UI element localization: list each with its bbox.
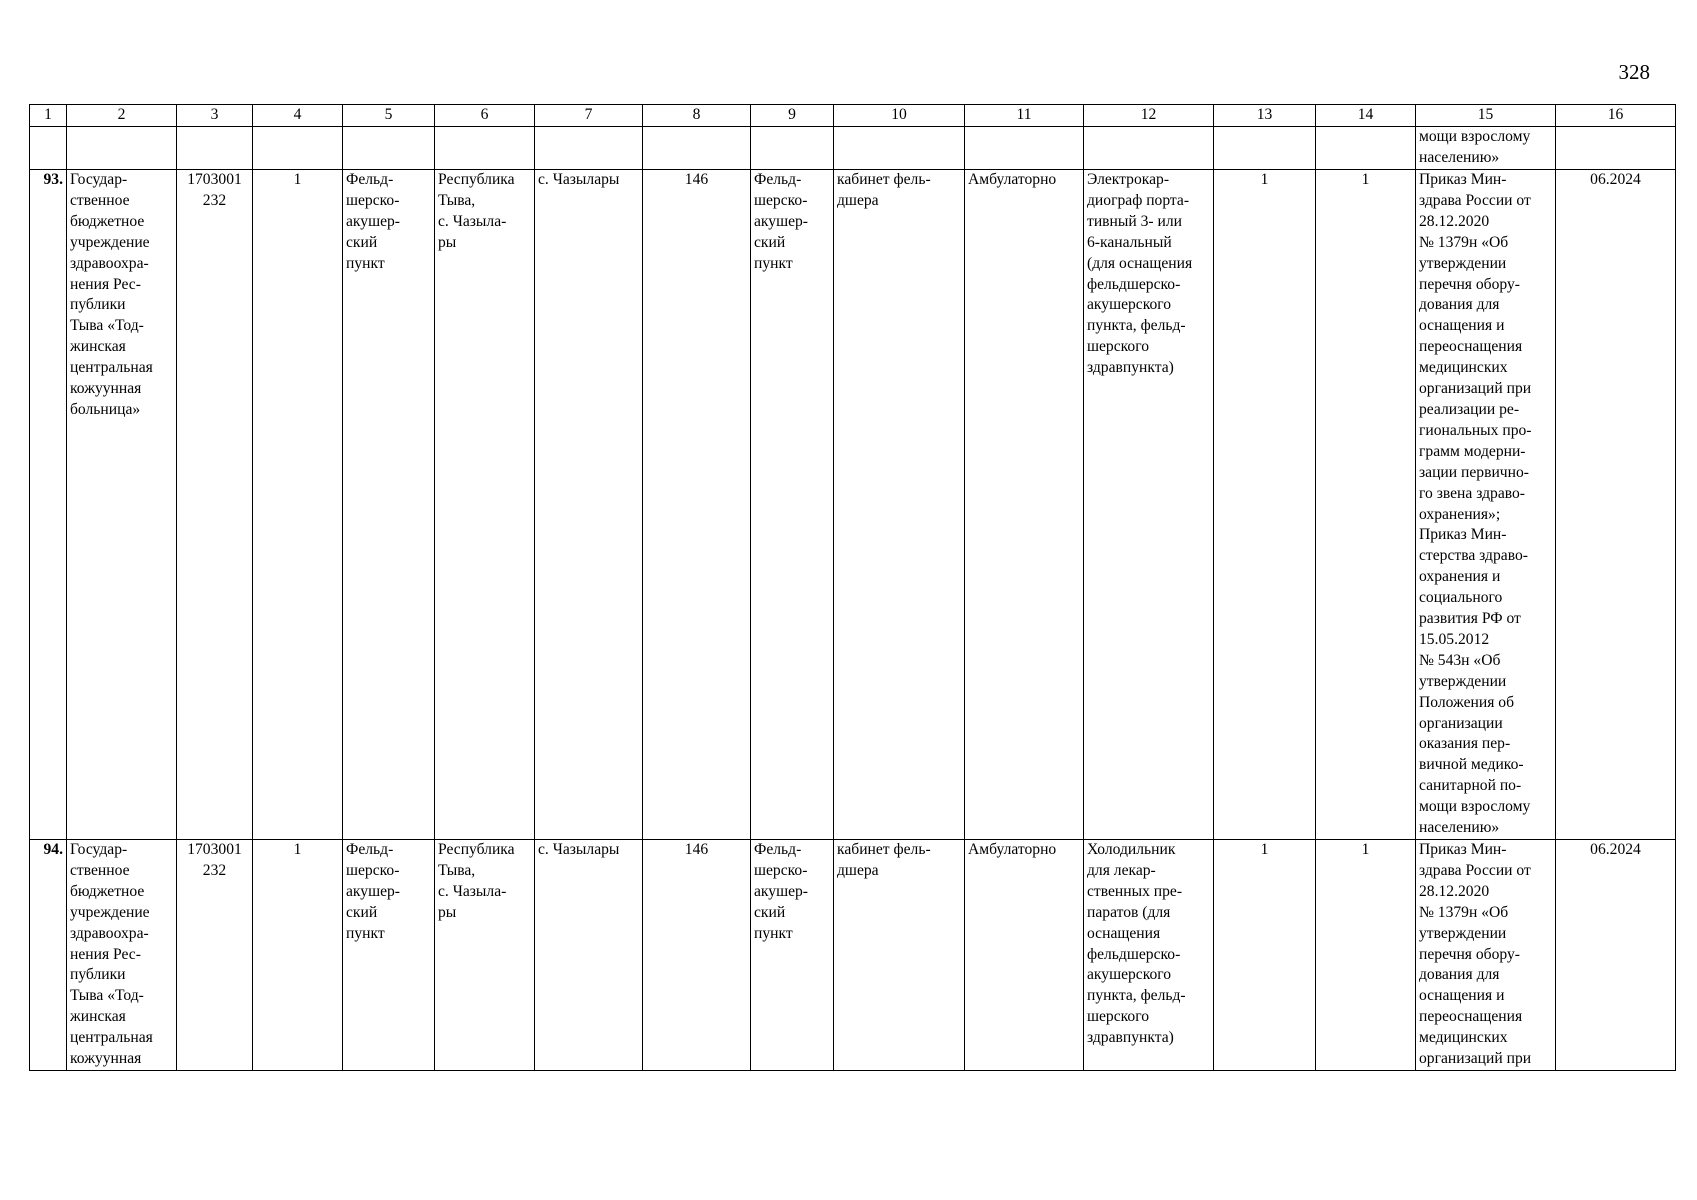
equipment-cell: Электрокар- диограф порта- тивный 3- или 6-канальный (для оснащения фельдшерско- акушерского пункта, фельд- шерского здравпункта) bbox=[1084, 170, 1214, 840]
column-header: 3 bbox=[177, 105, 253, 127]
facility-type-cell: Фельд- шерско- акушер- ский пункт bbox=[343, 170, 435, 840]
column-header: 4 bbox=[253, 105, 343, 127]
column-header: 6 bbox=[435, 105, 535, 127]
room-cell: кабинет фель- дшера bbox=[834, 170, 965, 840]
column-header: 14 bbox=[1316, 105, 1416, 127]
table-row bbox=[30, 170, 1676, 840]
column-header: 9 bbox=[751, 105, 834, 127]
equipment-table bbox=[29, 104, 1676, 1071]
column-header: 16 bbox=[1556, 105, 1676, 127]
facility-type-cell: Фельд- шерско- акушер- ский пункт bbox=[343, 840, 435, 1071]
table-cell bbox=[965, 127, 1084, 170]
care-mode-cell: Амбулаторно bbox=[965, 840, 1084, 1071]
quantity-cell: 1 bbox=[1214, 840, 1316, 1071]
address-cell: Республика Тыва, с. Чазыла- ры bbox=[435, 170, 535, 840]
table-cell bbox=[643, 127, 751, 170]
table-cell bbox=[67, 127, 177, 170]
basis-cell: Приказ Мин- здрава России от 28.12.2020 № 1379н «Об утверждении перечня обору- дования для оснащения и переоснащения медицинских организаций при bbox=[1416, 840, 1556, 1071]
basis-cell: Приказ Мин- здрава России от 28.12.2020 № 1379н «Об утверждении перечня обору- дования для оснащения и переоснащения медицинских организаций при реализации ре- гиональных про- грамм модерни- зации первично- го звена здраво- охранения»; Приказ Мин- стерства здраво- охранения и социального развития РФ от 15.05.2012 № 543н «Об утверждении Положения об организации оказания пер- вичной медико- санитарной по- мощи взрослому населению» bbox=[1416, 170, 1556, 840]
page-number: 328 bbox=[1618, 60, 1650, 84]
code-cell: 1703001 232 bbox=[177, 170, 253, 840]
organization-cell: Государ- ственное бюджетное учреждение здравоохра- нения Рес- публики Тыва «Тод- жинская центральная кожуунная bbox=[67, 840, 177, 1071]
table-cell bbox=[435, 127, 535, 170]
settlement-cell: с. Чазылары bbox=[535, 840, 643, 1071]
continuation-row bbox=[30, 127, 1676, 170]
table-cell bbox=[177, 127, 253, 170]
equipment-cell: Холодильник для лекар- ственных пре- паратов (для оснащения фельдшерско- акушерского пункта, фельд- шерского здравпункта) bbox=[1084, 840, 1214, 1071]
quantity-cell: 1 bbox=[1316, 840, 1416, 1071]
column-header: 7 bbox=[535, 105, 643, 127]
row-number: 94. bbox=[30, 840, 67, 1071]
quantity-cell: 1 bbox=[1316, 170, 1416, 840]
settlement-cell: с. Чазылары bbox=[535, 170, 643, 840]
address-cell: Республика Тыва, с. Чазыла- ры bbox=[435, 840, 535, 1071]
table-cell bbox=[1214, 127, 1316, 170]
table-cell bbox=[751, 127, 834, 170]
table-cell bbox=[834, 127, 965, 170]
code-cell: 1703001 232 bbox=[177, 840, 253, 1071]
table-cell bbox=[1084, 127, 1214, 170]
table-cell bbox=[30, 127, 67, 170]
table-cell bbox=[343, 127, 435, 170]
table-cell bbox=[1316, 127, 1416, 170]
column-header: 12 bbox=[1084, 105, 1214, 127]
quantity-cell: 1 bbox=[1214, 170, 1316, 840]
date-cell: 06.2024 bbox=[1556, 840, 1676, 1071]
table-cell bbox=[253, 127, 343, 170]
value-cell: 146 bbox=[643, 840, 751, 1071]
column-number-row bbox=[30, 105, 1676, 127]
table-cell bbox=[1556, 127, 1676, 170]
column-header: 11 bbox=[965, 105, 1084, 127]
count-cell: 1 bbox=[253, 840, 343, 1071]
column-header: 5 bbox=[343, 105, 435, 127]
value-cell: 146 bbox=[643, 170, 751, 840]
unit-cell: Фельд- шерско- акушер- ский пункт bbox=[751, 170, 834, 840]
column-header: 2 bbox=[67, 105, 177, 127]
column-header: 15 bbox=[1416, 105, 1556, 127]
care-mode-cell: Амбулаторно bbox=[965, 170, 1084, 840]
basis-cell: мощи взрослому населению» bbox=[1416, 127, 1556, 170]
row-number: 93. bbox=[30, 170, 67, 840]
column-header: 1 bbox=[30, 105, 67, 127]
organization-cell: Государ- ственное бюджетное учреждение здравоохра- нения Рес- публики Тыва «Тод- жинская центральная кожуунная больница» bbox=[67, 170, 177, 840]
table-row bbox=[30, 840, 1676, 1071]
column-header: 13 bbox=[1214, 105, 1316, 127]
column-header: 10 bbox=[834, 105, 965, 127]
unit-cell: Фельд- шерско- акушер- ский пункт bbox=[751, 840, 834, 1071]
room-cell: кабинет фель- дшера bbox=[834, 840, 965, 1071]
column-header: 8 bbox=[643, 105, 751, 127]
table-cell bbox=[535, 127, 643, 170]
count-cell: 1 bbox=[253, 170, 343, 840]
date-cell: 06.2024 bbox=[1556, 170, 1676, 840]
